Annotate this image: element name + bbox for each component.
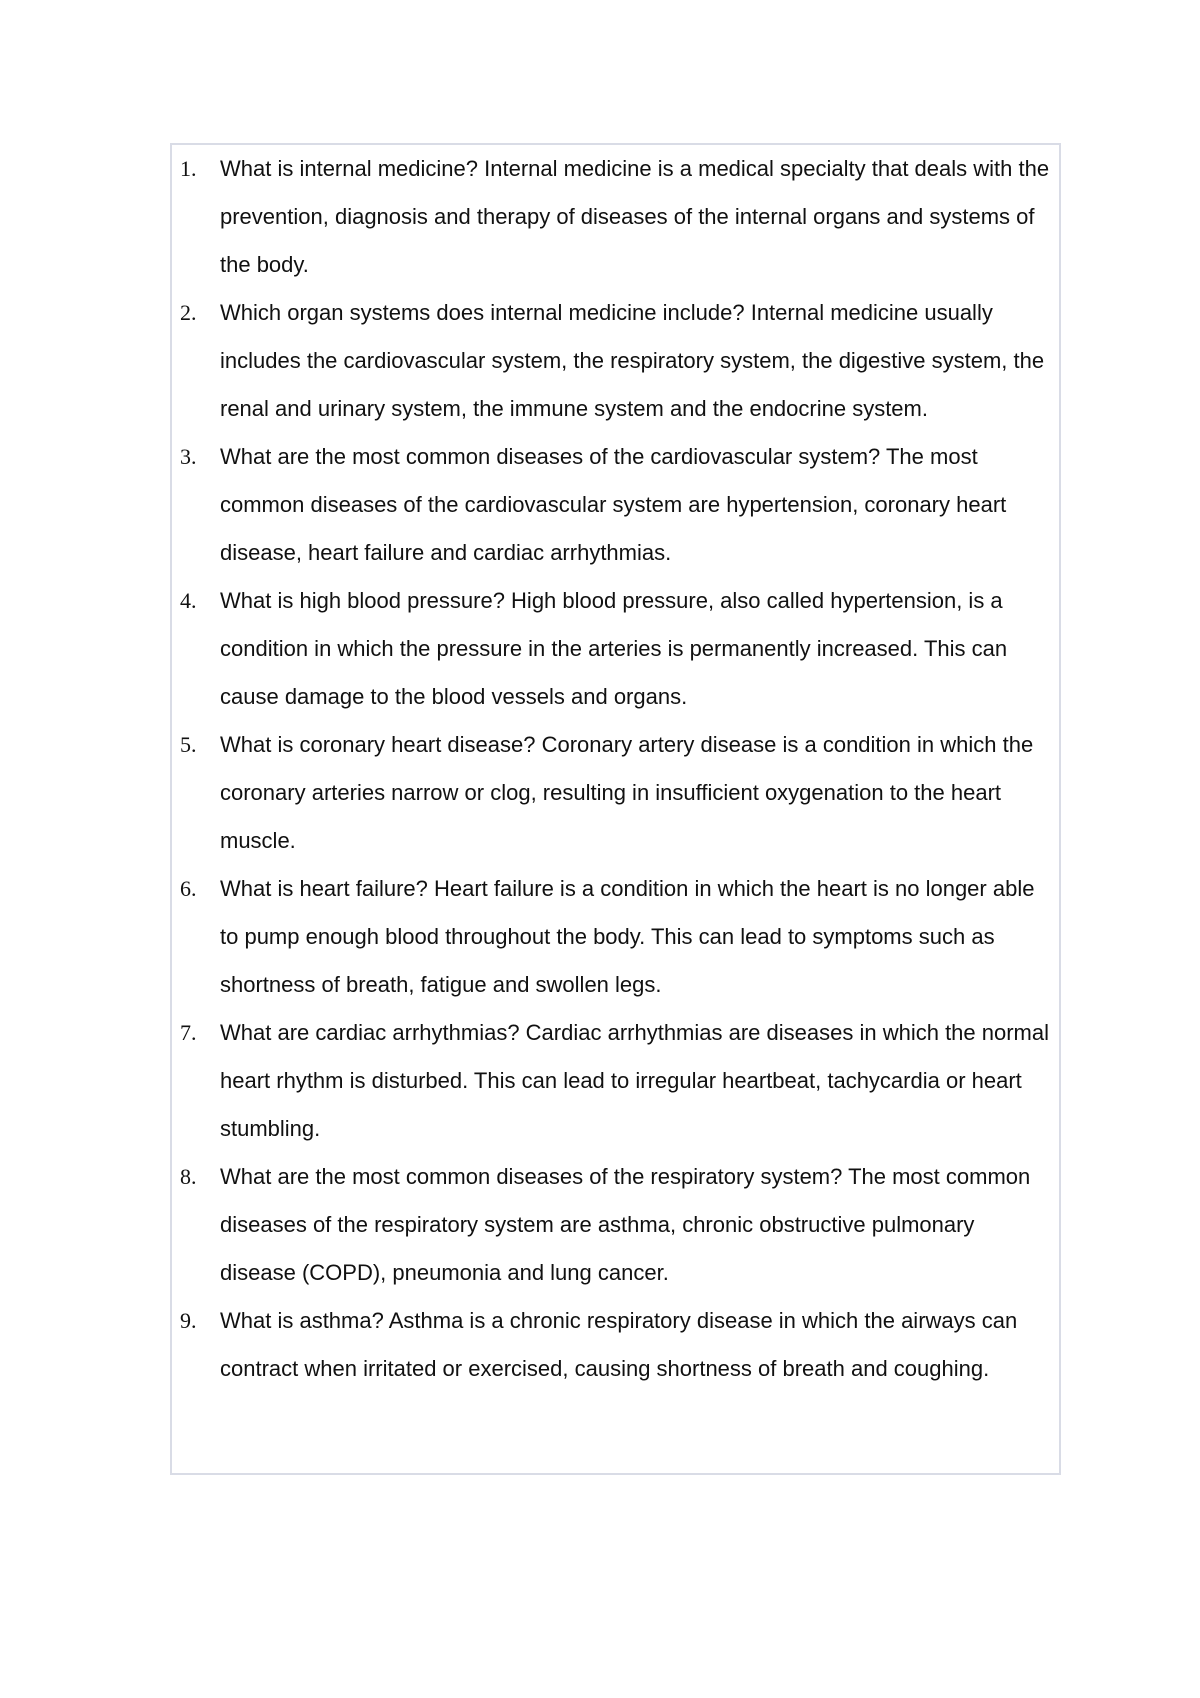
list-item-number: 9. [180,1308,197,1333]
list-item-text: What is coronary heart disease? Coronary artery disease is a condition in which the coronary arteries narrow or clog, resulting in insufficient oxygenation to the heart muscle. [220,732,1034,853]
list-item-text: What is asthma? Asthma is a chronic respiratory disease in which the airways can contract when irritated or exercised, causing shortness of breath and coughing. [220,1308,1018,1381]
list-item [172,289,1059,433]
list-item-number: 2. [180,300,197,325]
list-item [172,721,1059,865]
list-item-number: 3. [180,444,197,469]
list-item-text: What are cardiac arrhythmias? Cardiac arrhythmias are diseases in which the normal heart rhythm is disturbed. This can lead to irregular heartbeat, tachycardia or heart stumbling. [220,1020,1050,1141]
list-item [172,1009,1059,1153]
list-item-number: 1. [180,156,197,181]
list-item [172,865,1059,1009]
list-item-text: What is internal medicine? Internal medicine is a medical specialty that deals with the prevention, diagnosis and therapy of diseases of the internal organs and systems of the body. [220,156,1050,277]
list-item-text: Which organ systems does internal medicine include? Internal medicine usually includes the cardiovascular system, the respiratory system, the digestive system, the renal and urinary system, the immune system and the endocrine system. [220,300,1045,421]
list-item-number: 5. [180,732,197,757]
list-item-number: 4. [180,588,197,613]
list-item-number: 6. [180,876,197,901]
list-item-number: 8. [180,1164,197,1189]
qa-table-cell [170,143,1061,1475]
list-item-text: What is high blood pressure? High blood pressure, also called hypertension, is a condition in which the pressure in the arteries is permanently increased. This can cause damage to the blood vessels and organs. [220,588,1008,709]
list-item [172,1297,1059,1393]
qa-numbered-list [172,145,1059,1393]
list-item [172,145,1059,289]
list-item [172,577,1059,721]
list-item-text: What is heart failure? Heart failure is a condition in which the heart is no longer able to pump enough blood throughout the body. This can lead to symptoms such as shortness of breath, fatigue and swollen legs. [220,876,1035,997]
list-item-text: What are the most common diseases of the respiratory system? The most common diseases of the respiratory system are asthma, chronic obstructive pulmonary disease (COPD), pneumonia and lung cancer. [220,1164,1031,1285]
list-item [172,433,1059,577]
list-item [172,1153,1059,1297]
list-item-number: 7. [180,1020,197,1045]
list-item-text: What are the most common diseases of the cardiovascular system? The most common diseases of the cardiovascular system are hypertension, coronary heart disease, heart failure and cardiac arrhythmias. [220,444,1007,565]
